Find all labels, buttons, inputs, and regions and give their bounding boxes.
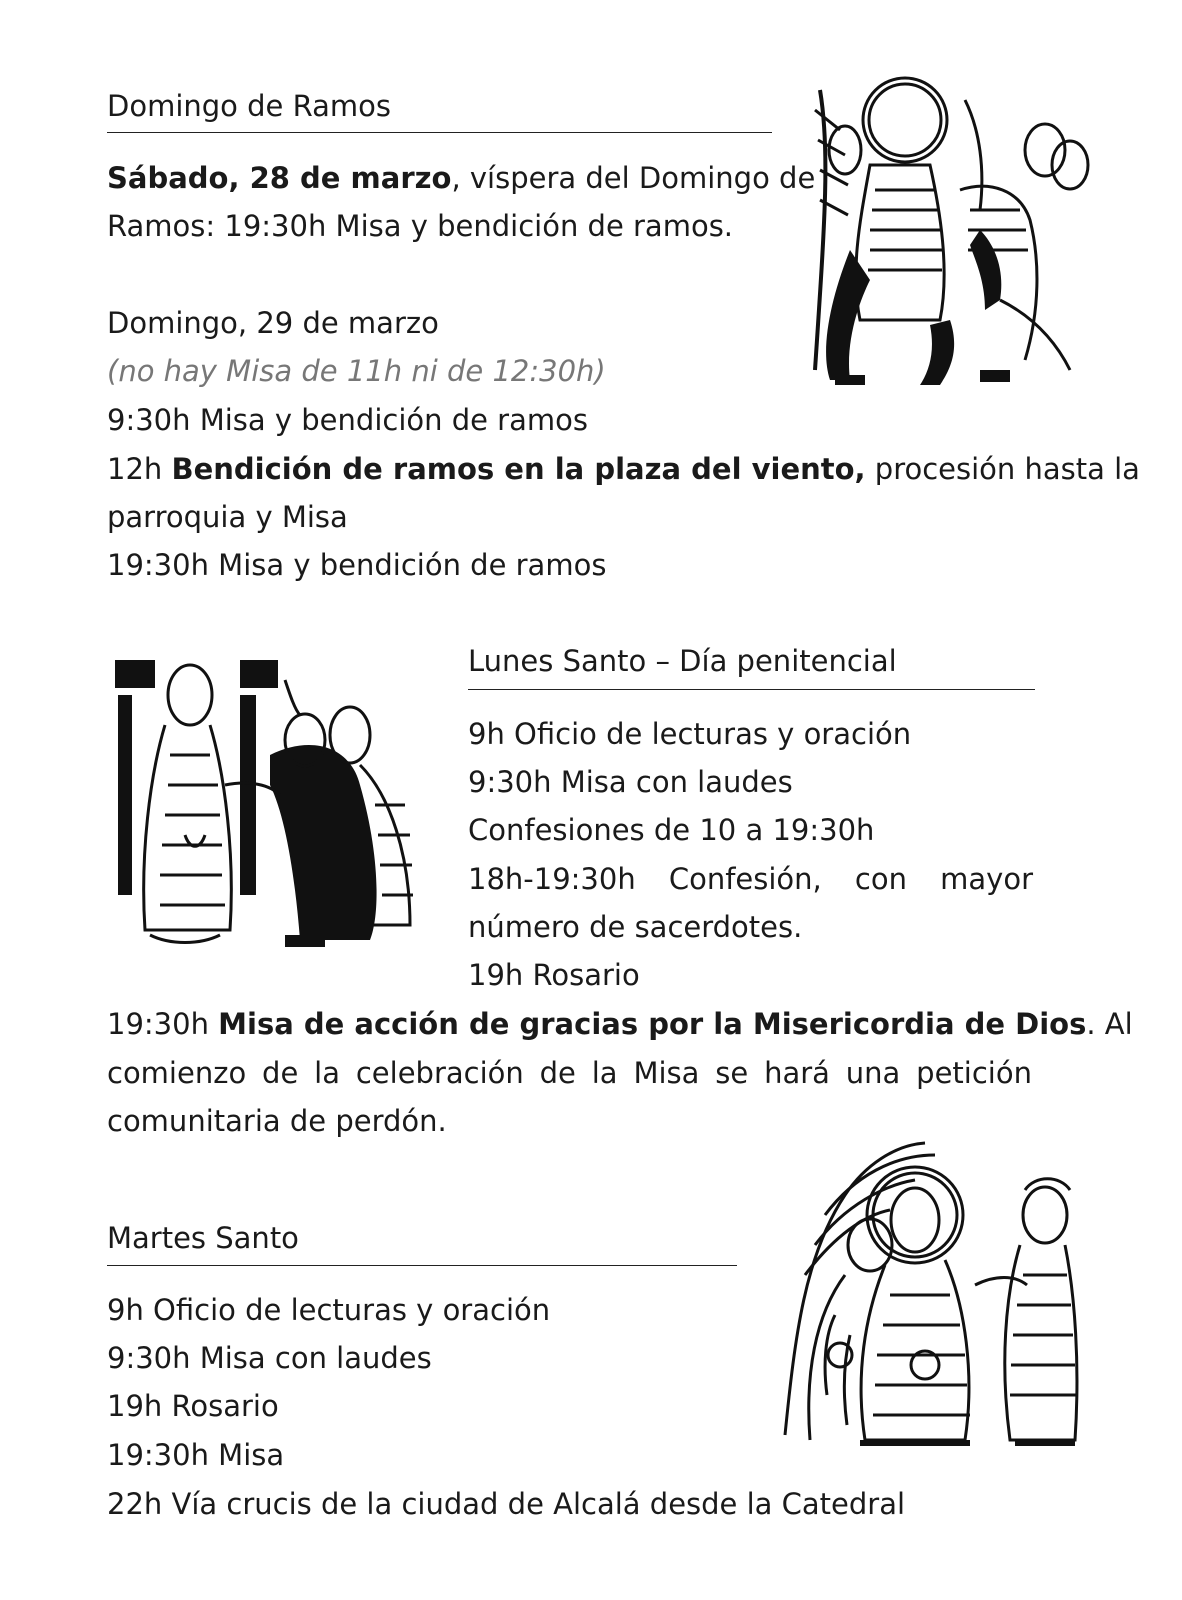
confesion-word: mayor xyxy=(940,862,1033,896)
martes-item-1: 9h Oficio de lecturas y oración xyxy=(107,1293,551,1327)
martes-item-3: 19h Rosario xyxy=(107,1389,279,1423)
heading-underline xyxy=(107,1265,737,1266)
lunes-misa-line-2: comienzo de la celebración de la Misa se hará una petición xyxy=(107,1056,1032,1090)
confesion-word: Confesión, xyxy=(668,862,822,896)
lunes-item-2: 9:30h Misa con laudes xyxy=(468,765,793,799)
lunes-item-1: 9h Oficio de lecturas y oración xyxy=(468,717,912,751)
lunes-misa-line-1 xyxy=(107,1006,1133,1042)
martes-item-2: 9:30h Misa con laudes xyxy=(107,1341,432,1375)
domingo-item-1: 9:30h Misa y bendición de ramos xyxy=(107,403,588,437)
lunes-misa-time: 19:30h xyxy=(107,1007,219,1041)
domingo-item-2-time: 12h xyxy=(107,452,172,486)
sabado-line-1 xyxy=(107,160,815,196)
domingo-item-2-bold: Bendición de ramos en la plaza del viento, xyxy=(171,452,866,486)
sabado-text: , víspera del Domingo de xyxy=(451,161,816,195)
domingo-item-2-rest: procesión hasta la xyxy=(865,452,1140,486)
lunes-misa-rest: . Al xyxy=(1086,1007,1133,1041)
lunes-misa-bold: Misa de acción de gracias por la Misericordia de Dios xyxy=(218,1007,1087,1041)
judas-kiss-illustration xyxy=(765,1135,1095,1460)
heading-underline xyxy=(107,132,772,133)
section-heading-domingo-ramos: Domingo de Ramos xyxy=(107,89,391,123)
martes-item-4: 19:30h Misa xyxy=(107,1438,285,1472)
lunes-item-3: Confesiones de 10 a 19:30h xyxy=(468,813,875,847)
section-heading-lunes-santo: Lunes Santo – Día penitencial xyxy=(468,644,897,678)
confesion-word: 18h-19:30h xyxy=(468,862,636,896)
sabado-line-2: Ramos: 19:30h Misa y bendición de ramos. xyxy=(107,209,734,243)
lunes-confesion-line xyxy=(468,861,1033,897)
domingo-item-3: 19:30h Misa y bendición de ramos xyxy=(107,548,607,582)
confesion-word: con xyxy=(854,862,907,896)
domingo-note: (no hay Misa de 11h ni de 12:30h) xyxy=(107,354,606,388)
domingo-item-2-line-2: parroquia y Misa xyxy=(107,500,348,534)
heading-underline xyxy=(468,689,1035,690)
domingo-date-title: Domingo, 29 de marzo xyxy=(107,306,439,340)
sabado-date: Sábado, 28 de marzo xyxy=(107,161,452,195)
section-heading-martes-santo: Martes Santo xyxy=(107,1221,299,1255)
lunes-misa-left xyxy=(107,1006,1133,1042)
lunes-confesion-line-2: número de sacerdotes. xyxy=(468,910,803,944)
domingo-item-2 xyxy=(107,451,1140,487)
jesus-accused-illustration xyxy=(110,655,430,955)
lunes-misa-line-3: comunitaria de perdón. xyxy=(107,1104,447,1138)
martes-item-5: 22h Vía crucis de la ciudad de Alcalá desde la Catedral xyxy=(107,1487,906,1521)
palm-sunday-entry-illustration xyxy=(800,70,1105,390)
lunes-rosario: 19h Rosario xyxy=(468,958,640,992)
